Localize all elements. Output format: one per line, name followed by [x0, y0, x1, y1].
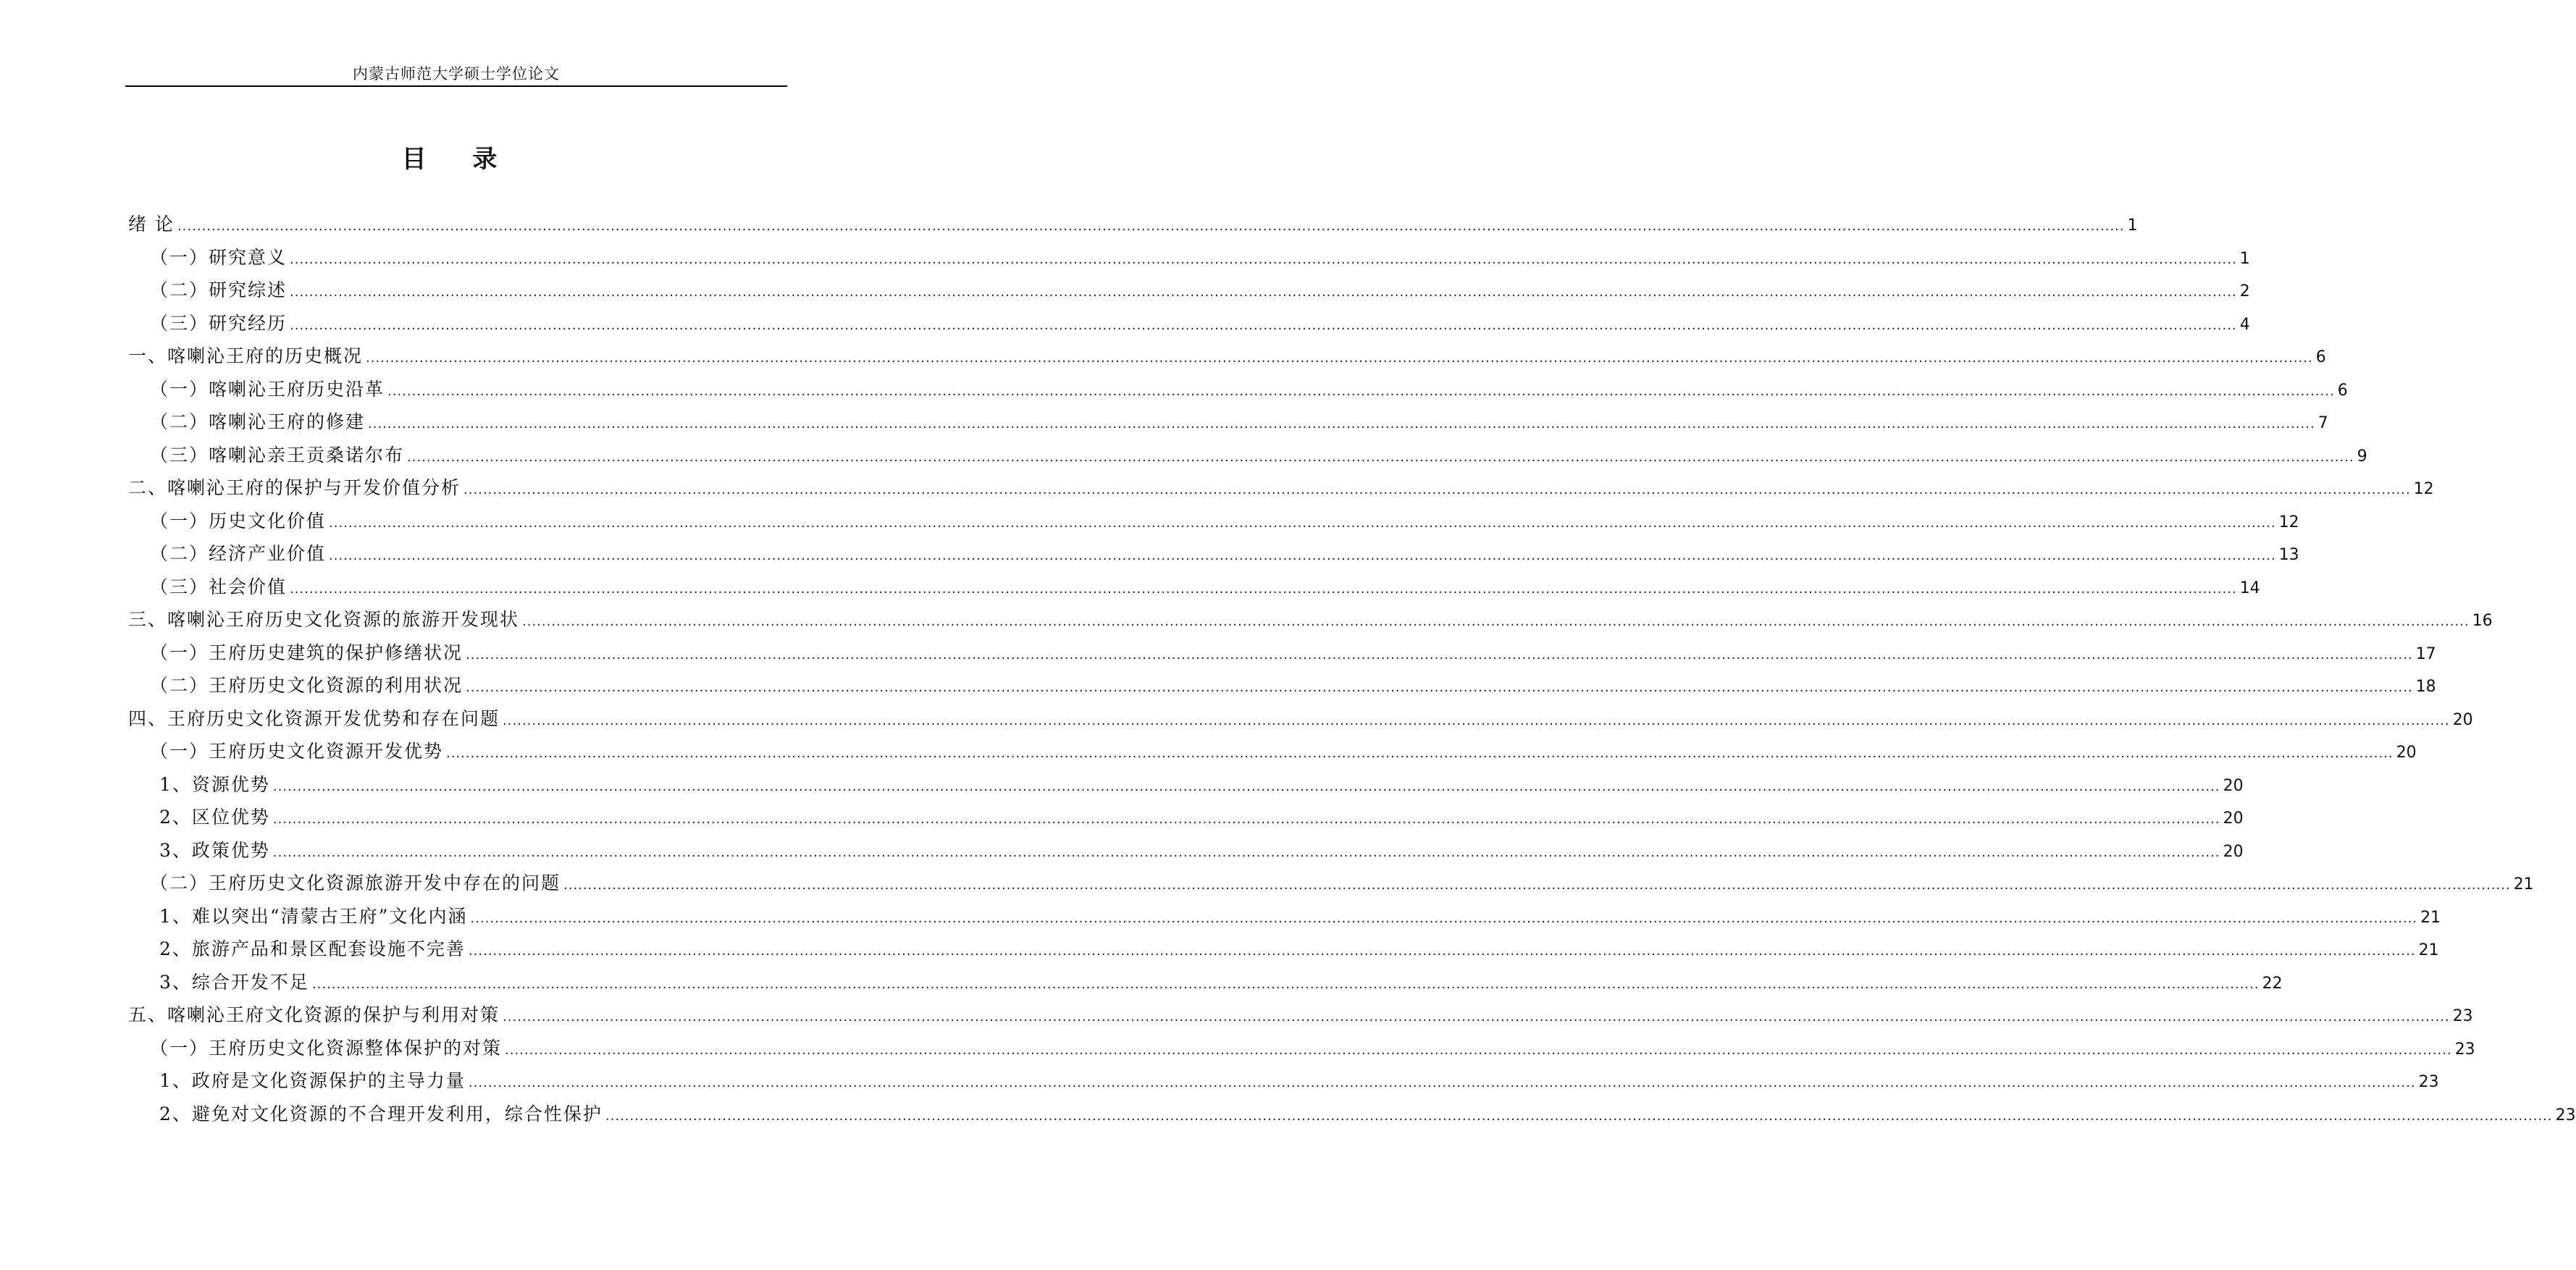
toc-entry-title: 2、避免对文化资源的不合理开发利用，综合性保护 [159, 1103, 603, 1124]
toc-entry[interactable] [128, 375, 2348, 408]
toc-leader-dots: ................................................................................................................................................................................................................................................................................................................................................................................................................ [468, 1075, 2416, 1090]
toc-entry[interactable] [128, 671, 2436, 705]
toc-entry-title: 1、资源优势 [159, 773, 270, 795]
toc-entry-title: 绪 论 [128, 214, 175, 235]
toc-entry[interactable] [128, 474, 2434, 507]
toc-leader-dots: ................................................................................................................................................................................................................................................................................................................................................................................................................ [290, 317, 2237, 333]
toc-entry-title: 一、喀喇沁王府的历史概况 [128, 345, 364, 366]
toc-entry-title: 3、政策优势 [159, 839, 270, 861]
toc-entry[interactable] [128, 573, 2260, 606]
toc-entry[interactable] [128, 1067, 2439, 1100]
toc-entry-page: 20 [2396, 744, 2417, 762]
toc-leader-dots: ................................................................................................................................................................................................................................................................................................................................................................................................................ [177, 219, 2125, 234]
toc-leader-dots: ................................................................................................................................................................................................................................................................................................................................................................................................................ [387, 383, 2335, 399]
toc-entry-page: 23 [2454, 1040, 2475, 1059]
toc-entry-title: （一）王府历史建筑的保护修缮状况 [150, 642, 463, 663]
toc-leader-dots: ................................................................................................................................................................................................................................................................................................................................................................................................................ [368, 416, 2315, 432]
toc-entry-page: 21 [2513, 875, 2534, 893]
toc-entry-page: 22 [2262, 974, 2283, 993]
toc-entry-page: 20 [2223, 809, 2244, 828]
toc-entry-page: 16 [2472, 612, 2493, 630]
toc-entry-title: 3、综合开发不足 [159, 971, 309, 993]
toc-entry-title: （二）喀喇沁王府的修建 [150, 411, 366, 432]
toc-entry-page: 12 [2413, 480, 2434, 498]
toc-entry[interactable] [128, 309, 2250, 342]
toc-entry-title: （二）王府历史文化资源旅游开发中存在的问题 [150, 872, 561, 893]
toc-entry[interactable] [128, 770, 2244, 804]
toc-entry-page: 14 [2239, 579, 2260, 597]
toc-entry-page: 2 [2239, 282, 2250, 300]
toc-entry[interactable] [128, 276, 2250, 309]
toc-entry[interactable] [128, 836, 2244, 870]
toc-entry-page: 9 [2357, 447, 2367, 466]
toc-leader-dots: ................................................................................................................................................................................................................................................................................................................................................................................................................ [311, 976, 2260, 992]
toc-entry-title: 三、喀喇沁王府历史文化资源的旅游开发现状 [128, 609, 520, 630]
toc-leader-dots: ................................................................................................................................................................................................................................................................................................................................................................................................................ [466, 680, 2413, 695]
toc-leader-dots: ................................................................................................................................................................................................................................................................................................................................................................................................................ [466, 647, 2413, 663]
toc-entry[interactable] [128, 705, 2473, 738]
toc-entry-title: （一）历史文化价值 [150, 510, 327, 531]
toc-entry-page: 6 [2315, 348, 2326, 366]
page-title: 目 录 [401, 145, 516, 174]
toc-entry[interactable] [128, 210, 2138, 243]
toc-entry[interactable] [128, 869, 2534, 902]
toc-leader-dots: ................................................................................................................................................................................................................................................................................................................................................................................................................ [505, 1042, 2452, 1058]
toc-leader-dots: ................................................................................................................................................................................................................................................................................................................................................................................................................ [468, 943, 2416, 959]
header-rule [125, 85, 787, 87]
toc-entry[interactable] [128, 243, 2250, 277]
toc-entry-title: （二）研究综述 [150, 279, 288, 300]
toc-leader-dots: ................................................................................................................................................................................................................................................................................................................................................................................................................ [290, 581, 2237, 597]
toc-entry[interactable] [128, 803, 2244, 836]
toc-entry[interactable] [128, 605, 2493, 639]
toc-entry-page: 6 [2337, 381, 2348, 400]
toc-entry-page: 12 [2278, 513, 2299, 531]
toc-entry[interactable] [128, 968, 2283, 1001]
toc-leader-dots: ................................................................................................................................................................................................................................................................................................................................................................................................................ [563, 878, 2511, 893]
toc-entry-title: 二、喀喇沁王府的保护与开发价值分析 [128, 477, 461, 498]
toc-leader-dots: ................................................................................................................................................................................................................................................................................................................................................................................................................ [522, 614, 2470, 629]
toc-entry[interactable] [128, 342, 2326, 375]
toc-entry[interactable] [128, 539, 2299, 573]
toc-entry-title: （一）王府历史文化资源整体保护的对策 [150, 1037, 503, 1059]
toc-entry-title: （三）研究经历 [150, 312, 288, 334]
toc-entry[interactable] [128, 408, 2328, 441]
toc-entry-page: 21 [2420, 908, 2441, 927]
toc-leader-dots: ................................................................................................................................................................................................................................................................................................................................................................................................................ [446, 746, 2394, 761]
toc-entry-page: 20 [2452, 710, 2473, 729]
toc-leader-dots: ................................................................................................................................................................................................................................................................................................................................................................................................................ [407, 449, 2354, 465]
table-of-contents [128, 210, 2576, 1132]
toc-entry-title: 1、难以突出“清蒙古王府”文化内涵 [159, 905, 468, 927]
toc-entry-title: （二）经济产业价值 [150, 543, 327, 564]
toc-entry[interactable] [128, 639, 2436, 672]
toc-entry-title: 四、王府历史文化资源开发优势和存在问题 [128, 707, 500, 729]
toc-entry-page: 1 [2239, 249, 2250, 268]
running-header: 内蒙古师范大学硕士学位论文 [353, 65, 560, 83]
toc-leader-dots: ................................................................................................................................................................................................................................................................................................................................................................................................................ [272, 844, 2220, 860]
toc-entry-title: 1、政府是文化资源保护的主导力量 [159, 1070, 466, 1091]
toc-entry-page: 1 [2127, 216, 2138, 235]
toc-entry[interactable] [128, 935, 2439, 968]
toc-entry[interactable] [128, 902, 2441, 935]
toc-entry-page: 4 [2239, 315, 2250, 334]
toc-entry-page: 13 [2278, 546, 2299, 564]
toc-leader-dots: ................................................................................................................................................................................................................................................................................................................................................................................................................ [329, 548, 2276, 563]
toc-leader-dots: ................................................................................................................................................................................................................................................................................................................................................................................................................ [290, 251, 2237, 267]
toc-leader-dots: ................................................................................................................................................................................................................................................................................................................................................................................................................ [272, 812, 2220, 827]
toc-leader-dots: ................................................................................................................................................................................................................................................................................................................................................................................................................ [366, 350, 2313, 366]
toc-entry-title: （二）王府历史文化资源的利用状况 [150, 675, 463, 696]
toc-leader-dots: ................................................................................................................................................................................................................................................................................................................................................................................................................ [329, 515, 2276, 531]
toc-entry-title: 2、旅游产品和景区配套设施不完善 [159, 938, 466, 959]
toc-leader-dots: ................................................................................................................................................................................................................................................................................................................................................................................................................ [272, 778, 2220, 794]
toc-entry-title: （三）社会价值 [150, 576, 288, 597]
toc-entry-title: （一）研究意义 [150, 246, 288, 268]
toc-entry[interactable] [128, 737, 2417, 770]
toc-leader-dots: ................................................................................................................................................................................................................................................................................................................................................................................................................ [503, 1009, 2450, 1025]
toc-entry-page: 23 [2452, 1007, 2473, 1025]
toc-entry[interactable] [128, 1100, 2576, 1133]
toc-leader-dots: ................................................................................................................................................................................................................................................................................................................................................................................................................ [470, 910, 2418, 926]
toc-entry[interactable] [128, 507, 2299, 540]
toc-entry-page: 7 [2317, 414, 2328, 432]
toc-leader-dots: ................................................................................................................................................................................................................................................................................................................................................................................................................ [290, 285, 2237, 300]
toc-entry-title: 五、喀喇沁王府文化资源的保护与利用对策 [128, 1004, 500, 1025]
toc-entry[interactable] [128, 1034, 2475, 1067]
toc-entry[interactable] [128, 441, 2367, 474]
toc-entry-page: 21 [2418, 941, 2439, 959]
toc-leader-dots: ................................................................................................................................................................................................................................................................................................................................................................................................................ [605, 1108, 2553, 1124]
toc-entry-page: 17 [2415, 644, 2436, 663]
toc-entry-title: 2、区位优势 [159, 807, 270, 828]
toc-entry-title: （一）王府历史文化资源开发优势 [150, 741, 444, 762]
toc-entry-page: 20 [2223, 842, 2244, 861]
toc-leader-dots: ................................................................................................................................................................................................................................................................................................................................................................................................................ [503, 712, 2450, 728]
toc-leader-dots: ................................................................................................................................................................................................................................................................................................................................................................................................................ [463, 482, 2411, 497]
toc-entry-title: （三）喀喇沁亲王贡桑诺尔布 [150, 444, 405, 466]
toc-entry[interactable] [128, 1001, 2473, 1034]
toc-entry-page: 20 [2223, 776, 2244, 795]
toc-entry-page: 18 [2415, 678, 2436, 696]
toc-entry-title: （一）喀喇沁王府历史沿革 [150, 378, 385, 400]
toc-entry-page: 23 [2555, 1106, 2576, 1124]
toc-entry-page: 23 [2418, 1073, 2439, 1091]
